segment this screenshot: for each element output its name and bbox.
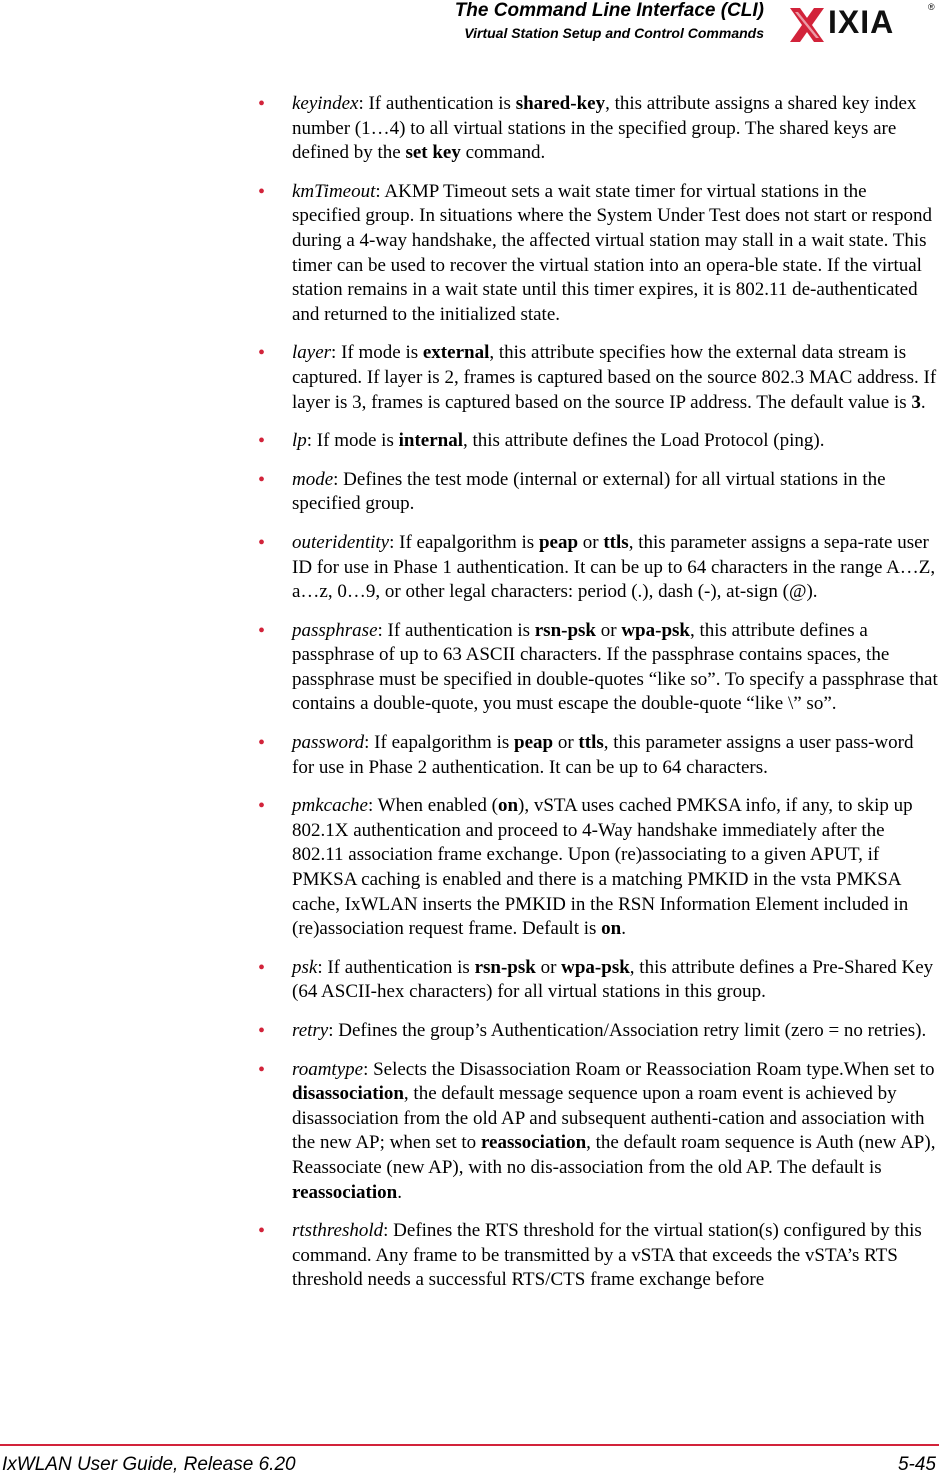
keyword: wpa-psk: [561, 956, 630, 978]
bullet-icon: •: [258, 619, 266, 642]
keyword: rsn-psk: [534, 619, 596, 641]
attribute-name: roamtype: [292, 1058, 364, 1080]
keyword: shared-key: [515, 93, 606, 114]
description-text: : If mode is: [306, 430, 399, 452]
keyword: 3: [911, 391, 921, 413]
description-text: , this attribute specifies how the external data stream is captured. If layer is 2, frames is captured based on the source 802.3 MAC address. If layer is 3, frames is captured based on the source IP address. The default value is: [292, 342, 937, 413]
description-text: or: [596, 619, 622, 641]
description-text: : When enabled (: [367, 795, 498, 817]
description-text: , this attribute defines a Pre-Shared Key (64 ASCII-hex characters) for all virtual stations in this group.: [292, 956, 934, 1003]
bullet-icon: •: [258, 93, 266, 115]
bullet-icon: •: [258, 1058, 266, 1081]
bullet-icon: •: [258, 180, 266, 203]
attribute-name: psk: [292, 956, 318, 978]
description-text: or: [553, 732, 579, 754]
description-text: : If authentication is: [358, 93, 516, 114]
description-text: : Defines the test mode (internal or external) for all virtual stations in the specified group.: [292, 468, 886, 515]
list-item: [258, 180, 938, 328]
page-header: [0, 0, 939, 60]
attribute-name: password: [292, 732, 365, 754]
keyword: reassociation: [292, 1181, 398, 1203]
keyword: reassociation: [480, 1132, 587, 1154]
keyword: on: [497, 795, 519, 817]
registered-mark: ®: [928, 2, 935, 12]
description-text: , this attribute assigns a shared key index number (1…4) to all virtual stations in the specified group. The shared keys are defined by the: [292, 93, 917, 164]
bullet-icon: •: [258, 531, 266, 554]
attribute-name: pmkcache: [292, 795, 368, 817]
description-text: : Selects the Disassociation Roam or Reassociation Roam type.When set to: [363, 1058, 935, 1080]
list-item: [258, 794, 938, 942]
description-text: , this attribute defines the Load Protocol (ping).: [463, 430, 825, 452]
list-item: [258, 531, 938, 605]
description-text: .: [397, 1181, 402, 1203]
bullet-icon: •: [258, 342, 266, 365]
description-text: : If authentication is: [317, 956, 475, 978]
keyword: ttls: [578, 732, 604, 754]
description-text: or: [578, 531, 604, 553]
keyword: peap: [538, 531, 579, 553]
bullet-icon: •: [258, 1220, 266, 1243]
description-text: , this parameter assigns a user pass-word for use in Phase 2 authentication. It can be up to 64 characters.: [292, 732, 914, 778]
keyword: wpa-psk: [621, 619, 690, 641]
description-text: .: [920, 391, 926, 413]
footer-divider: [0, 1444, 939, 1446]
description-text: : AKMP Timeout sets a wait state timer for virtual stations in the specified group. In situations where the System Under Test does not start or respond during a 4-way handshake, the affected virtual station may stall in a wait state. This timer can be used to recover the virtual station into an opera-ble state. If the virtual station remains in a wait state until this timer expires, it is 802.11 de-authenticated and returned to the initialized state.: [292, 180, 932, 325]
keyword: set key: [405, 142, 461, 164]
list-item: [258, 619, 938, 717]
bullet-icon: •: [258, 732, 266, 755]
header-title: The Command Line Interface (CLI): [454, 0, 764, 21]
description-text: : If eapalgorithm is: [389, 531, 539, 553]
bullet-icon: •: [258, 1020, 266, 1042]
list-item: [258, 1019, 938, 1044]
list-item: [258, 429, 938, 454]
keyword: internal: [398, 430, 463, 452]
ixia-logo: [786, 2, 938, 46]
logo-wordmark: IXIA: [828, 4, 895, 40]
attribute-name: keyindex: [292, 93, 359, 114]
list-item: [258, 1058, 938, 1206]
bullet-icon: •: [258, 795, 266, 818]
keyword: external: [422, 342, 490, 364]
description-text: : Defines the group’s Authentication/Association retry limit (zero = no retries).: [328, 1020, 927, 1041]
attribute-name: kmTimeout: [292, 180, 376, 202]
description-text: ), vSTA uses cached PMKSA info, if any, to skip up 802.1X authentication and proceed to 4-Way handshake immediately after the 802.11 association frame exchange. Upon (re)associating to a given APUT, if PMKSA caching is enabled and there is a matching PMKID in the vsta PMKSA cache, IxWLAN inserts the PMKID in the RSN Information Element included in (re)association request frame. Default is: [292, 795, 913, 940]
attribute-name: mode: [292, 468, 334, 490]
bullet-icon: •: [258, 430, 266, 453]
keyword: peap: [514, 732, 554, 754]
attribute-name: rtsthreshold: [292, 1220, 384, 1242]
bullet-icon: •: [258, 956, 266, 979]
attribute-name: retry: [292, 1020, 329, 1041]
description-text: .: [621, 918, 626, 940]
attribute-list: [258, 92, 938, 1307]
keyword: disassociation: [292, 1083, 404, 1105]
keyword: on: [601, 918, 622, 940]
description-text: : If eapalgorithm is: [364, 732, 515, 754]
ixia-x-mark-icon: [786, 4, 828, 46]
list-item: [258, 341, 938, 415]
description-text: or: [535, 956, 562, 978]
description-text: , the default message sequence upon a roam event is achieved by disassociation from the old AP and subsequent authenti-cation and association with the new AP; when set to: [292, 1083, 925, 1154]
bullet-icon: •: [258, 468, 266, 491]
description-text: : If mode is: [331, 342, 423, 364]
attribute-name: passphrase: [292, 619, 378, 641]
list-item: [258, 92, 938, 166]
footer-doc-title: IxWLAN User Guide, Release 6.20: [2, 1454, 296, 1475]
description-text: : Defines the RTS threshold for the virtual station(s) configured by this command. Any frame to be transmitted by a vSTA that exceeds the vSTA’s RTS threshold needs a successful RTS/CTS frame exchange before: [292, 1220, 922, 1291]
keyword: rsn-psk: [474, 956, 536, 978]
attribute-name: outeridentity: [292, 531, 390, 553]
description-text: , this parameter assigns a sepa-rate user ID for use in Phase 1 authentication. It can be up to 64 characters in the range A…Z, a…z, 0…9, or other legal characters: period (.), dash (-), at-sign (@).: [292, 531, 936, 603]
attribute-name: layer: [292, 342, 332, 364]
description-text: , this attribute defines a passphrase of up to 63 ASCII characters. If the passphrase contains spaces, the passphrase must be specified in double-quotes “like so”. To specify a passphrase that contains a double-quote, you must escape the double-quote “like \” so”.: [292, 619, 938, 715]
description-text: , the default roam sequence is Auth (new AP), Reassociate (new AP), with no dis-association from the old AP. The default is: [292, 1132, 936, 1178]
list-item: [258, 1219, 938, 1293]
keyword: ttls: [603, 531, 629, 553]
list-item: [258, 731, 938, 780]
list-item: [258, 956, 938, 1005]
description-text: : If authentication is: [377, 619, 535, 641]
attribute-name: lp: [292, 430, 307, 452]
footer-page-number: 5-45: [897, 1454, 936, 1475]
description-text: command.: [460, 142, 546, 164]
header-subtitle: Virtual Station Setup and Control Commands: [464, 25, 764, 41]
list-item: [258, 468, 938, 517]
